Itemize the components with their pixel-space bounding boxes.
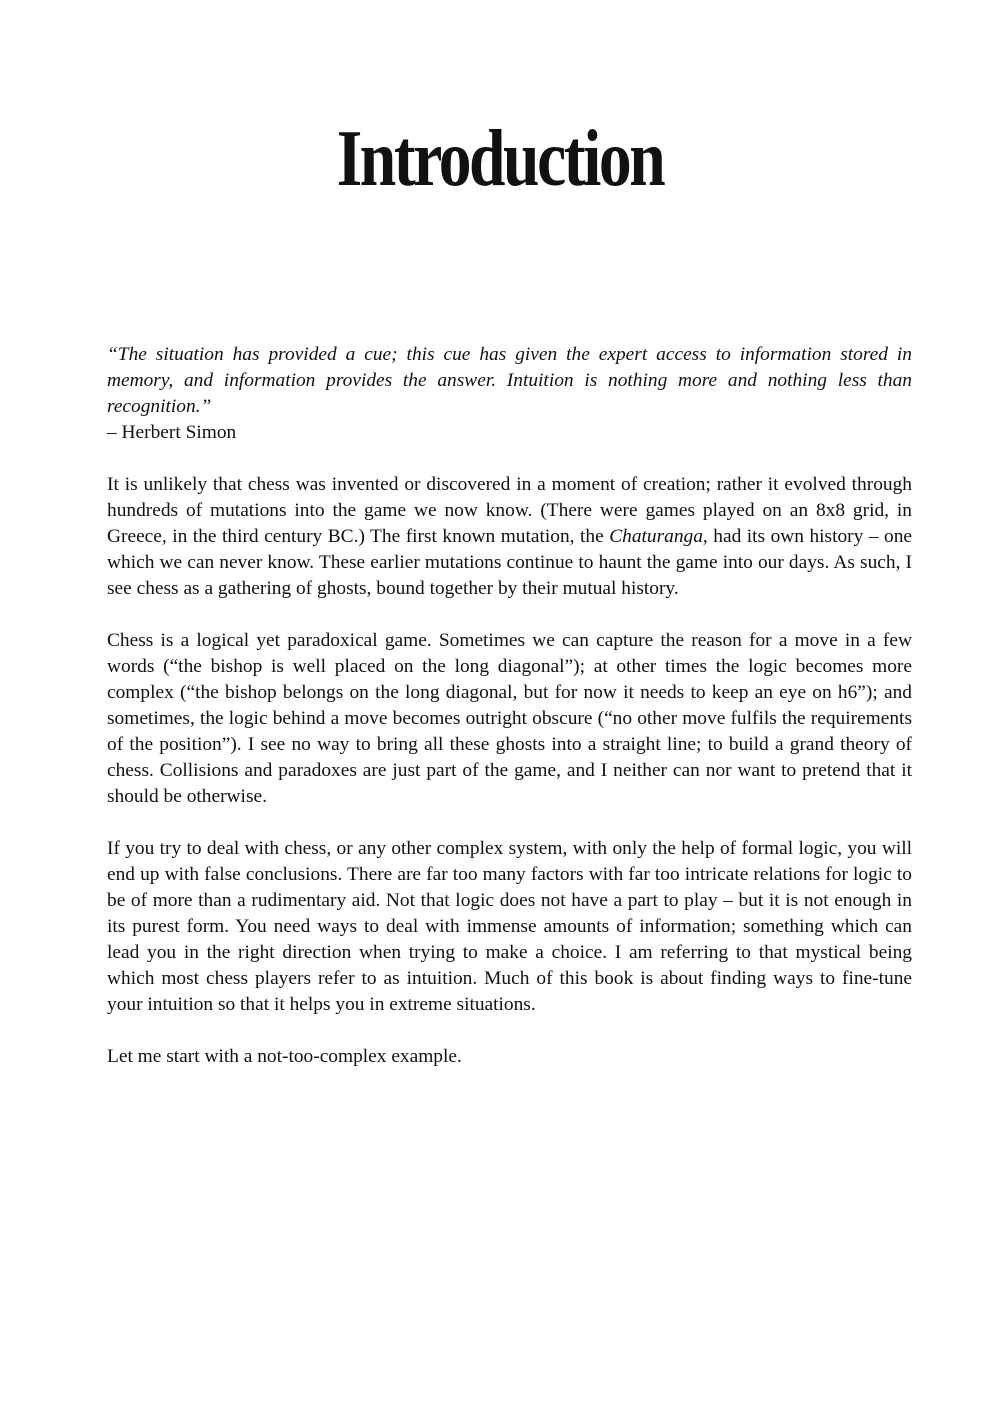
chapter-title: Introduction: [336, 115, 664, 203]
chapter-body: [107, 342, 912, 1096]
paragraph-4: Let me start with a not-too-complex example.: [107, 1046, 462, 1067]
paragraph-1: [107, 472, 912, 602]
epigraph-quote: “The situation has provided a cue; this cue has given the expert access to information stored in memory, and information provides the answer. Intuition is nothing more and nothing less than recognition.”: [107, 344, 912, 417]
paragraph-1-text-start: It is unlikely that chess was invented or discovered in a moment of creation; rather it evolved through hundreds of mutations into the game we now know. (There were games played on an 8x8 grid, in Greece, in the third century BC.) The first known mutation, the: [107, 474, 912, 547]
epigraph: [107, 342, 912, 446]
epigraph-attribution: – Herbert Simon: [107, 422, 237, 443]
paragraph-2: Chess is a logical yet paradoxical game. Sometimes we can capture the reason for a move in a few words (“the bishop is well placed on the long diagonal”); at other times the logic becomes more complex (“the bishop belongs on the long diagonal, but for now it needs to keep an eye on h6”); and sometimes, the logic behind a move becomes outright obscure (“no other move fulfils the requirements of the position”). I see no way to bring all these ghosts into a straight line; to build a grand theory of chess. Collisions and paradoxes are just part of the game, and I neither can nor want to pretend that it should be otherwise.: [107, 630, 912, 807]
paragraph-1-text-end: , had its own history – one which we can never know. These earlier mutations continue to haunt the game into our days. As such, I see chess as a gathering of ghosts, bound together by their mutual history.: [107, 526, 913, 599]
paragraph-3: If you try to deal with chess, or any other complex system, with only the help of formal logic, you will end up with false conclusions. There are far too many factors with far too intricate relations for logic to be of more than a rudimentary aid. Not that logic does not have a part to play – but it is not enough in its purest form. You need ways to deal with immense amounts of information; something which can lead you in the right direction when trying to make a choice. I am referring to that mystical being which most chess players refer to as intuition. Much of this book is about finding ways to fine-tune your intuition so that it helps you in extreme situations.: [107, 838, 912, 1015]
paragraph-1-italic-term: Chaturanga: [609, 526, 703, 547]
